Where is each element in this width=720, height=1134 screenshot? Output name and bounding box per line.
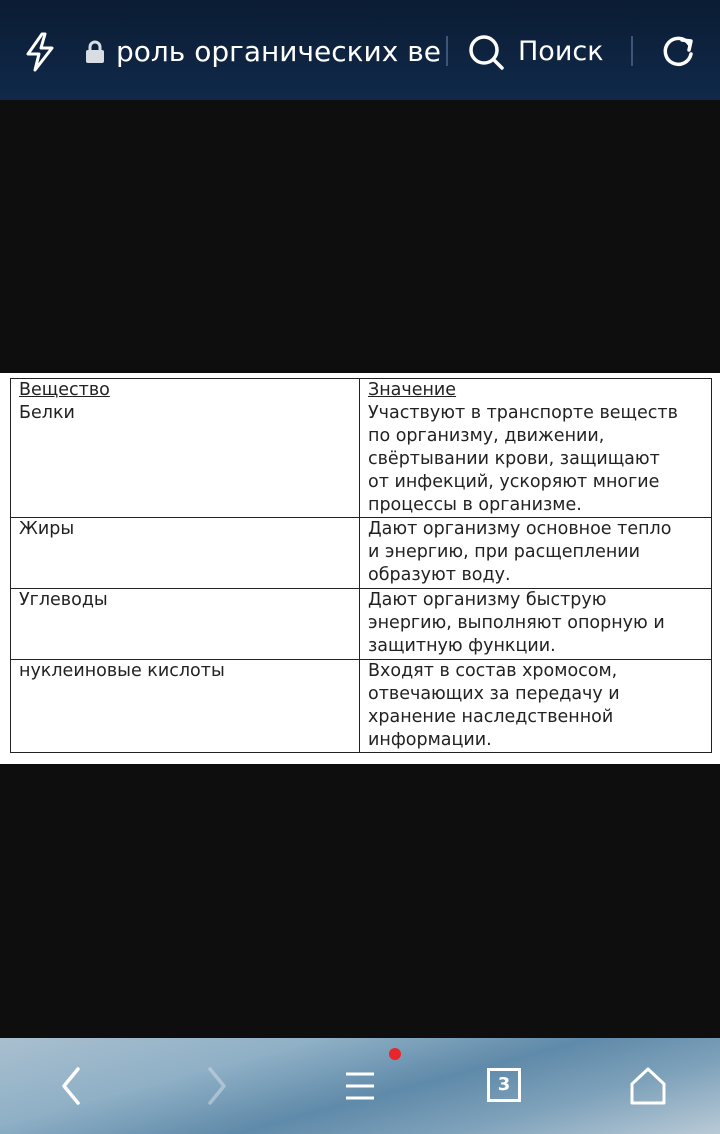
table-cell <box>11 518 360 589</box>
substances-table <box>10 378 712 753</box>
substance-name: Жиры <box>19 519 75 539</box>
table-cell <box>11 660 360 753</box>
table-cell <box>11 379 360 518</box>
menu-icon <box>336 1064 384 1108</box>
table-row <box>11 379 712 518</box>
home-button[interactable] <box>624 1064 672 1108</box>
meaning-line: защитную функции. <box>368 636 556 656</box>
home-icon <box>624 1064 672 1108</box>
notification-dot <box>389 1048 401 1060</box>
substance-name: Углеводы <box>19 590 108 610</box>
lock-icon <box>84 40 106 64</box>
table-cell <box>360 660 712 753</box>
table-cell <box>360 589 712 660</box>
meaning-line: Участвуют в транспорте веществ <box>368 403 678 423</box>
meaning-line: Входят в состав хромосом, <box>368 661 618 681</box>
meaning-line: процессы в организме. <box>368 495 582 515</box>
menu-button[interactable] <box>336 1064 384 1108</box>
column-header-substance: Вещество <box>19 380 110 400</box>
table-image <box>0 373 720 764</box>
table-row <box>11 660 712 753</box>
bottom-navigation <box>0 1038 720 1134</box>
search-button[interactable] <box>466 30 616 74</box>
forward-icon <box>194 1064 242 1108</box>
table-row <box>11 589 712 660</box>
table-cell <box>11 589 360 660</box>
image-viewer <box>0 100 720 1038</box>
meaning-line: отвечающих за передачу и <box>368 684 620 704</box>
browser-toolbar <box>0 0 720 100</box>
meaning-line: Дают организму быструю <box>368 590 607 610</box>
table-cell <box>360 379 712 518</box>
meaning-line: и энергию, при расщеплении <box>368 542 641 562</box>
meaning-line: Дают организму основное тепло <box>368 519 672 539</box>
substance-name: нуклеиновые кислоты <box>19 661 225 681</box>
meaning-line: от инфекций, ускоряют многие <box>368 472 660 492</box>
meaning-line: энергию, выполняют опорную и <box>368 613 665 633</box>
table-cell <box>360 518 712 589</box>
forward-button[interactable] <box>194 1064 242 1108</box>
back-icon <box>46 1064 94 1108</box>
tabs-button[interactable]: 3 <box>487 1068 521 1102</box>
flash-icon <box>18 30 62 74</box>
toolbar-divider <box>446 36 448 66</box>
back-button[interactable] <box>46 1064 94 1108</box>
search-icon <box>466 32 506 72</box>
reload-button[interactable] <box>656 30 700 74</box>
meaning-line: свёртывании крови, защищают <box>368 449 660 469</box>
toolbar-divider <box>631 36 633 66</box>
table-row <box>11 518 712 589</box>
meaning-line: образуют воду. <box>368 565 511 585</box>
address-bar[interactable]: роль органических ве <box>116 35 441 68</box>
reload-icon <box>656 30 700 74</box>
column-header-meaning: Значение <box>368 380 457 400</box>
search-label: Поиск <box>518 36 604 67</box>
flash-button[interactable] <box>18 30 62 74</box>
meaning-line: хранение наследственной <box>368 707 614 727</box>
meaning-line: по организму, движении, <box>368 426 605 446</box>
meaning-line: информации. <box>368 730 492 750</box>
substance-name: Белки <box>19 403 75 423</box>
